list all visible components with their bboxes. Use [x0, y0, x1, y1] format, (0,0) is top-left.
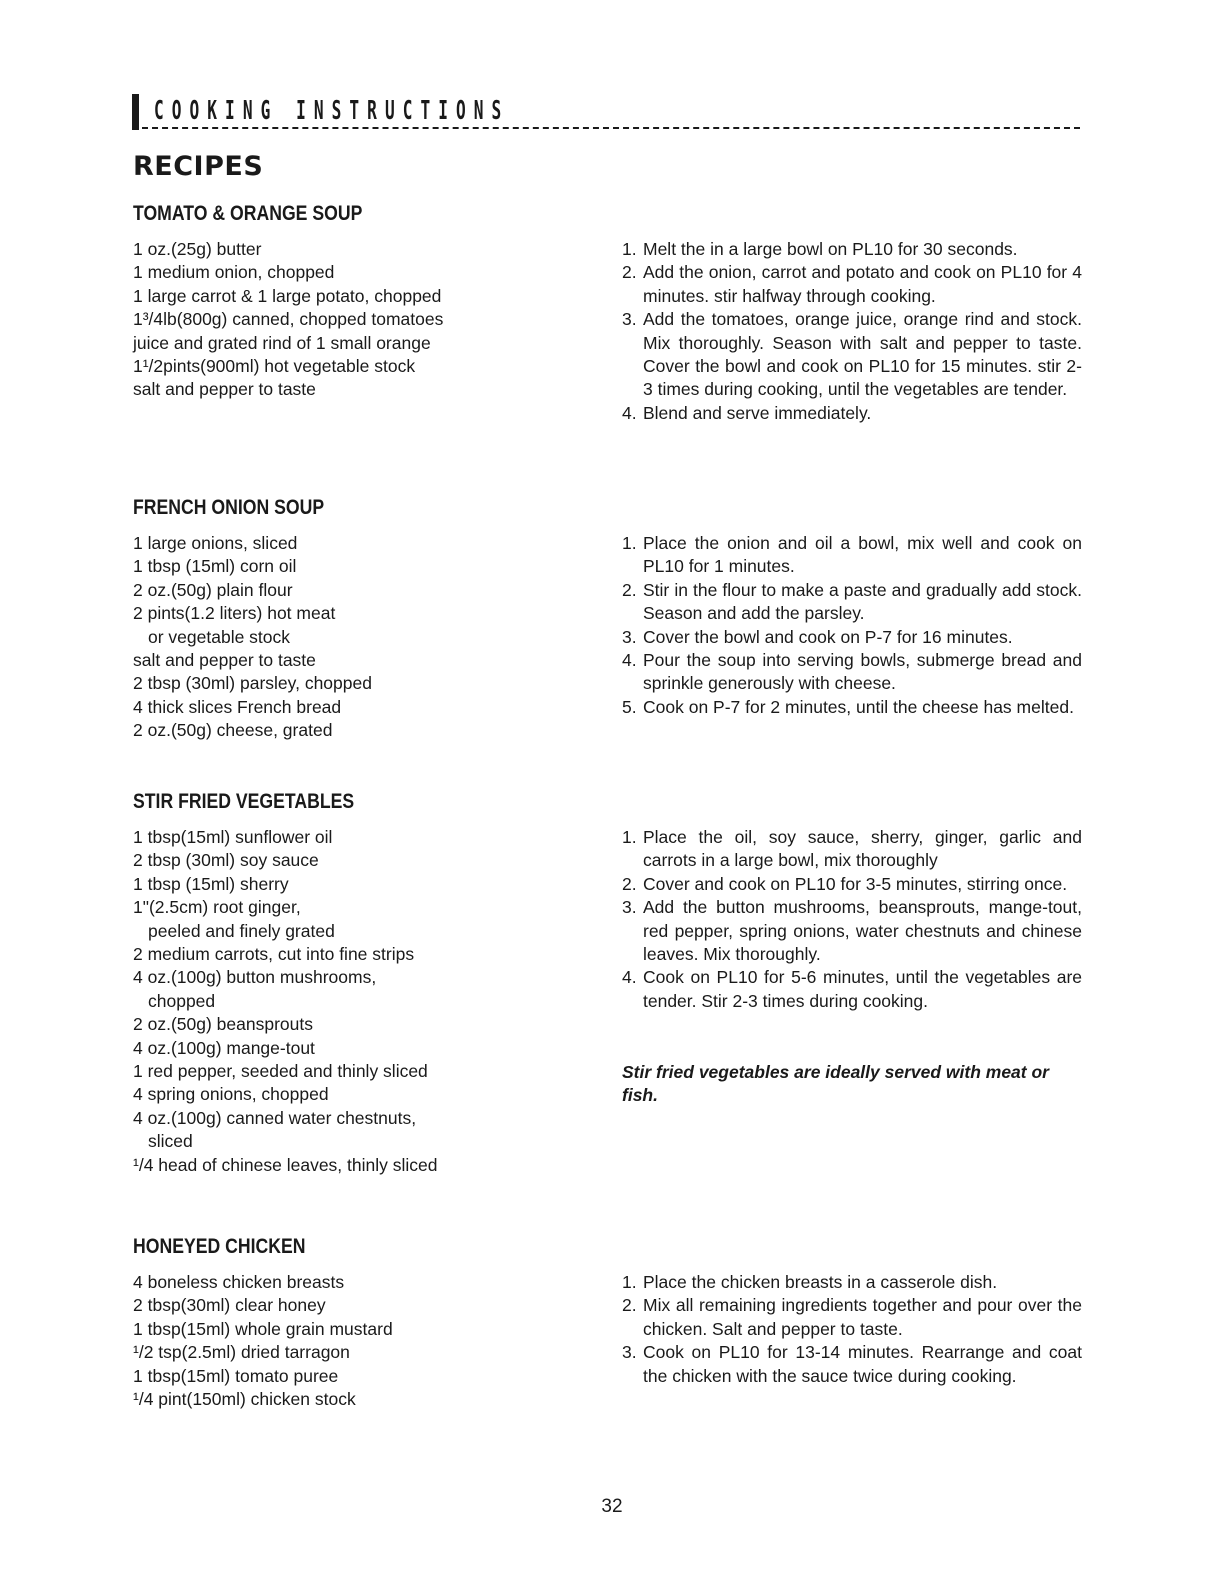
ingredient-item: salt and pepper to taste: [133, 650, 316, 671]
ingredients-stir-fried-vegetables: [133, 826, 573, 1177]
step-item: 2. Mix all remaining ingredients together and pour over the chicken. Salt and pepper to taste.: [622, 1295, 1082, 1339]
ingredient-item: 4 boneless chicken breasts: [133, 1272, 345, 1292]
steps-honeyed-chicken: [622, 1271, 1082, 1388]
recipe-title-honeyed-chicken: HONEYED CHICKEN: [133, 1235, 306, 1258]
ingredient-item: salt and pepper to taste: [133, 379, 316, 400]
step-item: 4. Cook on PL10 for 5-6 minutes, until the vegetables are tender. Stir 2-3 times during cooking.: [622, 967, 1082, 1011]
ingredients-french-onion-soup: [133, 532, 573, 743]
steps-french-onion-soup: [622, 532, 1082, 719]
recipe-title-french-onion-soup: FRENCH ONION SOUP: [133, 496, 325, 519]
ingredient-item: 1 tbsp(15ml) tomato puree: [133, 1365, 339, 1386]
ingredient-item: or vegetable stock: [148, 626, 291, 647]
ingredient-item: 2 oz.(50g) cheese, grated: [133, 720, 333, 741]
ingredient-item: 4 oz.(100g) mange-tout: [133, 1037, 315, 1058]
steps-tomato-orange-soup: [622, 238, 1082, 425]
recipe-title-stir-fried-vegetables: STIR FRIED VEGETABLES: [133, 790, 355, 813]
step-item: 2. Add the onion, carrot and potato and cook on PL10 for 4 minutes. stir halfway through cooking.: [622, 262, 1082, 306]
ingredient-item: 1 tbsp(15ml) whole grain mustard: [133, 1318, 393, 1339]
step-item: 4. Pour the soup into serving bowls, submerge bread and sprinkle generously with cheese.: [622, 650, 1082, 694]
step-item: 1. Melt the in a large bowl on PL10 for 30 seconds.: [622, 239, 1018, 259]
ingredient-item: sliced: [148, 1131, 193, 1152]
ingredient-item: 2 oz.(50g) beansprouts: [133, 1014, 313, 1035]
ingredients-honeyed-chicken: [133, 1271, 573, 1411]
ingredient-item: 4 oz.(100g) button mushrooms,: [133, 967, 377, 988]
page-header: [132, 92, 1080, 136]
ingredient-item: 2 tbsp (30ml) parsley, chopped: [133, 673, 372, 694]
ingredient-item: peeled and finely grated: [148, 920, 335, 941]
ingredient-item: 1 large onions, sliced: [133, 533, 298, 553]
ingredient-item: ¹/4 pint(150ml) chicken stock: [133, 1389, 356, 1410]
step-item: 5. Cook on P-7 for 2 minutes, until the cheese has melted.: [622, 696, 1074, 717]
ingredient-item: chopped: [148, 990, 216, 1011]
ingredients-tomato-orange-soup: [133, 238, 573, 402]
step-item: 4. Blend and serve immediately.: [622, 402, 872, 423]
step-item: 3. Add the button mushrooms, beansprouts, mange-tout, red pepper, spring onions, water chestnuts and chinese leaves. Mix thoroughly.: [622, 897, 1082, 965]
ingredient-item: 4 oz.(100g) canned water chestnuts,: [133, 1107, 417, 1128]
step-item: 1. Place the oil, soy sauce, sherry, ginger, garlic and carrots in a large bowl, mix thoroughly: [622, 827, 1082, 871]
ingredient-item: 4 spring onions, chopped: [133, 1084, 329, 1105]
step-item: 3. Add the tomatoes, orange juice, orange rind and stock. Mix thoroughly. Season with salt and pepper to taste. Cover the bowl and cook on PL10 for 15 minutes. stir 2-3 times during cooking, until the vegetables are tender.: [622, 309, 1082, 400]
recipe-title-tomato-orange-soup: TOMATO & ORANGE SOUP: [133, 202, 363, 225]
step-item: 3. Cover the bowl and cook on P-7 for 16 minutes.: [622, 626, 1013, 647]
ingredient-item: 2 medium carrots, cut into fine strips: [133, 944, 415, 965]
ingredient-item: ¹/4 head of chinese leaves, thinly sliced: [133, 1154, 438, 1175]
header-title: COOKING INSTRUCTIONS: [154, 96, 510, 126]
ingredient-item: 1 tbsp (15ml) corn oil: [133, 556, 297, 577]
steps-stir-fried-vegetables: [622, 826, 1082, 1013]
step-item: 2. Stir in the flour to make a paste and gradually add stock. Season and add the parsley.: [622, 579, 1082, 624]
ingredient-item: juice and grated rind of 1 small orange: [133, 332, 431, 353]
ingredient-item: 1 tbsp (15ml) sherry: [133, 873, 289, 894]
ingredient-item: ¹/2 tsp(2.5ml) dried tarragon: [133, 1342, 350, 1363]
ingredient-item: 2 pints(1.2 liters) hot meat: [133, 603, 336, 624]
ingredient-item: 1³/4lb(800g) canned, chopped tomatoes: [133, 309, 444, 330]
page-number: 32: [601, 1496, 623, 1517]
ingredient-item: 1 large carrot & 1 large potato, chopped: [133, 285, 442, 306]
ingredient-item: 1 oz.(25g) butter: [133, 239, 262, 259]
ingredient-item: 1 red pepper, seeded and thinly sliced: [133, 1061, 428, 1082]
ingredient-item: 2 tbsp(30ml) clear honey: [133, 1295, 326, 1316]
ingredient-item: 4 thick slices French bread: [133, 696, 342, 717]
ingredient-item: 1 tbsp(15ml) sunflower oil: [133, 827, 333, 847]
ingredient-item: 2 tbsp (30ml) soy sauce: [133, 850, 319, 871]
ingredient-item: 1¹/2pints(900ml) hot vegetable stock: [133, 356, 416, 377]
step-item: 3. Cook on PL10 for 13-14 minutes. Rearrange and coat the chicken with the sauce twice during cooking.: [622, 1342, 1082, 1386]
ingredient-item: 1 medium onion, chopped: [133, 262, 335, 283]
step-item: 2. Cover and cook on PL10 for 3-5 minutes, stirring once.: [622, 873, 1068, 894]
section-title: RECIPES: [133, 151, 264, 182]
header-dashed-rule: [142, 127, 1080, 129]
step-item: 1. Place the onion and oil a bowl, mix well and cook on PL10 for 1 minutes.: [622, 533, 1082, 577]
header-bar: [132, 94, 139, 130]
serving-note: Stir fried vegetables are ideally served with meat or fish.: [622, 1062, 1049, 1106]
ingredient-item: 2 oz.(50g) plain flour: [133, 579, 293, 600]
ingredient-item: 1"(2.5cm) root ginger,: [133, 897, 301, 918]
step-item: 1. Place the chicken breasts in a casserole dish.: [622, 1272, 998, 1292]
